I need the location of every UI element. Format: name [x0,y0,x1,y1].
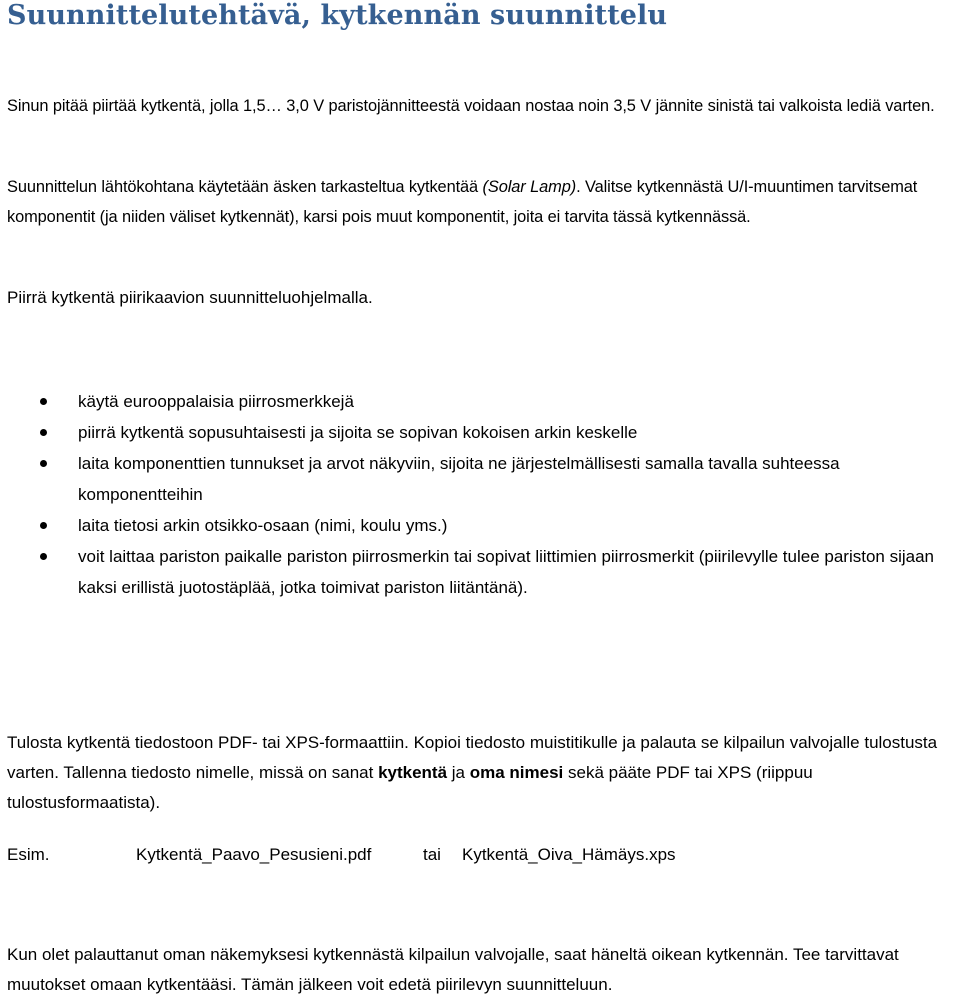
design-basis-text-2: . Valitse kytkennästä U/I-muuntimen tarvitsemat komponentit (ja niiden väliset kytkennät), karsi pois muut komponentit, joita ei tarvita tässä kytkennässä. [7,178,918,226]
bullet-icon [40,522,47,529]
intro-paragraph: Sinun pitää piirtää kytkentä, jolla 1,5… 3,0 V paristojännitteestä voidaan nostaa noin 3,5 V jännite sinistä tai valkoista lediä varten. [7,97,935,115]
solar-lamp-reference: (Solar Lamp) [482,178,577,196]
page-title: Suunnittelutehtävä, kytkennän suunnittelu [7,0,668,31]
design-basis-text-1: Suunnittelun lähtökohtana käytetään äsken tarkasteltua kytkentää [7,178,483,196]
bullet-icon [40,429,47,436]
list-item: voit laittaa pariston paikalle pariston piirrosmerkin tai sopivat liittimien piirrosmerkit (piirilevylle tulee pariston sijaan kaksi erillistä juotostäplää, jotka toimivat pariston liitäntänä). [7,541,957,603]
closing-paragraph: Kun olet palauttanut oman näkemyksesi kytkennästä kilpailun valvojalle, saat häneltä oikean kytkennän. Tee tarvittavat muutokset omaan kytkentääsi. Tämän jälkeen voit edetä piirilevyn suunnitteluun. [7,945,899,994]
example-filename-xps: Kytkentä_Oiva_Hämäys.xps [462,845,676,864]
instruction-list [7,386,957,603]
keyword-kytkenta: kytkentä [378,763,448,782]
design-basis-paragraph [7,172,957,232]
list-item: laita komponenttien tunnukset ja arvot näkyviin, sijoita ne järjestelmällisesti samalla tavalla suhteessa komponentteihin [7,448,957,510]
keyword-oma-nimesi: oma nimesi [469,763,564,782]
bullet-icon [40,553,47,560]
example-label: Esim. [7,845,50,864]
list-item: laita tietosi arkin otsikko-osaan (nimi, koulu yms.) [7,510,957,541]
example-filename-pdf: Kytkentä_Paavo_Pesusieni.pdf [136,845,372,864]
bullet-icon [40,460,47,467]
print-instructions-paragraph: Tulosta kytkentä tiedostoon PDF- tai XPS-formaattiin. Kopioi tiedosto muistitikulle ja palauta se kilpailun valvojalle tulostusta varten. Tallenna tiedosto nimelle, missä on sanat kytkentä ja oma nimesi sekä pääte PDF tai XPS (riippuu tulostusformaatista). [7,733,938,812]
example-or: tai [423,845,441,864]
list-item: käytä eurooppalaisia piirrosmerkkejä [7,386,957,417]
bullet-icon [40,398,47,405]
list-item: piirrä kytkentä sopusuhtaisesti ja sijoita se sopivan kokoisen arkin keskelle [7,417,957,448]
drawing-instruction: Piirrä kytkentä piirikaavion suunnitteluohjelmalla. [7,288,373,307]
